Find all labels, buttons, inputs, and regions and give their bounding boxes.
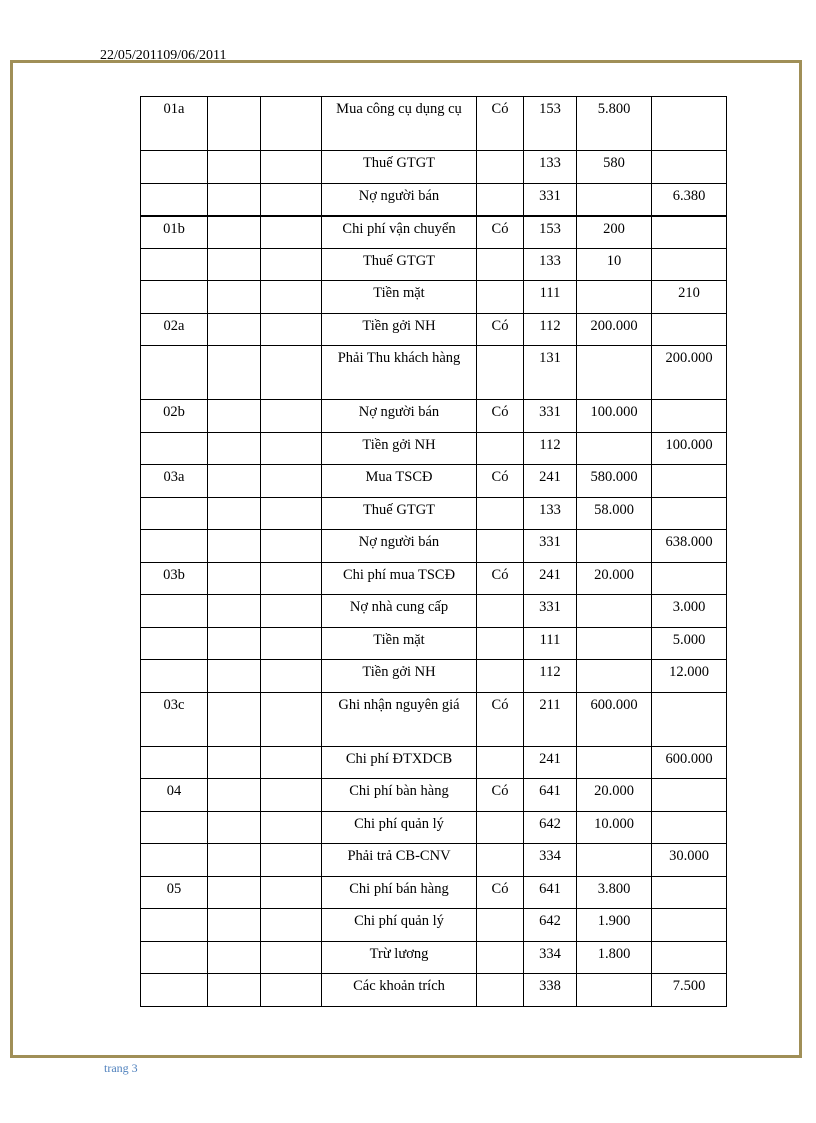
- debit-credit-flag-cell: [477, 909, 524, 942]
- empty-cell-3: [261, 465, 322, 498]
- account-number-cell: 331: [524, 595, 577, 628]
- entry-code-cell: 01a: [141, 97, 208, 151]
- table-row: [141, 183, 727, 216]
- empty-cell-2: [208, 151, 261, 184]
- description-cell: Chi phí quản lý: [322, 811, 477, 844]
- debit-amount-cell: [577, 183, 652, 216]
- empty-cell-2: [208, 497, 261, 530]
- credit-amount-cell: 100.000: [652, 432, 727, 465]
- table-row: [141, 660, 727, 693]
- empty-cell-3: [261, 779, 322, 812]
- account-number-cell: 641: [524, 779, 577, 812]
- empty-cell-2: [208, 595, 261, 628]
- empty-cell-3: [261, 313, 322, 346]
- table-row: [141, 151, 727, 184]
- credit-amount-cell: 210: [652, 281, 727, 314]
- account-number-cell: 338: [524, 974, 577, 1007]
- empty-cell-2: [208, 974, 261, 1007]
- debit-credit-flag-cell: Có: [477, 465, 524, 498]
- debit-amount-cell: 600.000: [577, 692, 652, 746]
- entry-code-cell: 01b: [141, 216, 208, 249]
- empty-cell-2: [208, 183, 261, 216]
- description-cell: Mua công cụ dụng cụ: [322, 97, 477, 151]
- debit-amount-cell: 580: [577, 151, 652, 184]
- table-row: [141, 746, 727, 779]
- debit-amount-cell: 200.000: [577, 313, 652, 346]
- account-number-cell: 331: [524, 400, 577, 433]
- account-number-cell: 133: [524, 497, 577, 530]
- account-number-cell: 331: [524, 530, 577, 563]
- account-number-cell: 112: [524, 313, 577, 346]
- entry-code-cell: 03c: [141, 692, 208, 746]
- entry-code-cell: [141, 909, 208, 942]
- account-number-cell: 331: [524, 183, 577, 216]
- description-cell: Chi phí ĐTXDCB: [322, 746, 477, 779]
- credit-amount-cell: [652, 97, 727, 151]
- page-number-footer: trang 3: [104, 1061, 138, 1075]
- account-number-cell: 241: [524, 746, 577, 779]
- credit-amount-cell: [652, 562, 727, 595]
- debit-credit-flag-cell: Có: [477, 876, 524, 909]
- account-number-cell: 131: [524, 346, 577, 400]
- table-row: [141, 281, 727, 314]
- empty-cell-3: [261, 400, 322, 433]
- empty-cell-2: [208, 627, 261, 660]
- table-row: [141, 811, 727, 844]
- empty-cell-2: [208, 692, 261, 746]
- table-row: [141, 941, 727, 974]
- empty-cell-2: [208, 400, 261, 433]
- empty-cell-3: [261, 746, 322, 779]
- debit-amount-cell: 3.800: [577, 876, 652, 909]
- debit-credit-flag-cell: Có: [477, 313, 524, 346]
- debit-credit-flag-cell: [477, 346, 524, 400]
- account-number-cell: 133: [524, 151, 577, 184]
- description-cell: Phải trả CB-CNV: [322, 844, 477, 877]
- debit-credit-flag-cell: Có: [477, 562, 524, 595]
- description-cell: Nợ người bán: [322, 530, 477, 563]
- empty-cell-3: [261, 183, 322, 216]
- entry-code-cell: [141, 530, 208, 563]
- credit-amount-cell: 5.000: [652, 627, 727, 660]
- credit-amount-cell: [652, 216, 727, 249]
- empty-cell-3: [261, 97, 322, 151]
- entry-code-cell: [141, 248, 208, 281]
- debit-amount-cell: 20.000: [577, 562, 652, 595]
- empty-cell-2: [208, 465, 261, 498]
- credit-amount-cell: [652, 151, 727, 184]
- journal-entry-table-body: [141, 97, 727, 1007]
- debit-credit-flag-cell: Có: [477, 692, 524, 746]
- debit-credit-flag-cell: [477, 497, 524, 530]
- entry-code-cell: [141, 346, 208, 400]
- debit-credit-flag-cell: Có: [477, 216, 524, 249]
- credit-amount-cell: [652, 779, 727, 812]
- entry-code-cell: 02b: [141, 400, 208, 433]
- entry-code-cell: [141, 746, 208, 779]
- debit-credit-flag-cell: [477, 595, 524, 628]
- debit-credit-flag-cell: [477, 281, 524, 314]
- debit-amount-cell: [577, 530, 652, 563]
- description-cell: Tiền mặt: [322, 281, 477, 314]
- credit-amount-cell: [652, 313, 727, 346]
- credit-amount-cell: [652, 941, 727, 974]
- empty-cell-2: [208, 530, 261, 563]
- table-row: [141, 465, 727, 498]
- empty-cell-2: [208, 660, 261, 693]
- debit-credit-flag-cell: [477, 627, 524, 660]
- entry-code-cell: [141, 660, 208, 693]
- empty-cell-2: [208, 562, 261, 595]
- empty-cell-2: [208, 346, 261, 400]
- entry-code-cell: [141, 627, 208, 660]
- empty-cell-2: [208, 746, 261, 779]
- empty-cell-3: [261, 248, 322, 281]
- table-row: [141, 844, 727, 877]
- credit-amount-cell: 6.380: [652, 183, 727, 216]
- table-row: [141, 974, 727, 1007]
- table-row: [141, 692, 727, 746]
- description-cell: Ghi nhận nguyên giá: [322, 692, 477, 746]
- entry-code-cell: [141, 432, 208, 465]
- debit-amount-cell: 10: [577, 248, 652, 281]
- empty-cell-2: [208, 248, 261, 281]
- entry-code-cell: 03a: [141, 465, 208, 498]
- account-number-cell: 211: [524, 692, 577, 746]
- account-number-cell: 334: [524, 844, 577, 877]
- debit-credit-flag-cell: [477, 530, 524, 563]
- table-row: [141, 909, 727, 942]
- empty-cell-2: [208, 281, 261, 314]
- empty-cell-2: [208, 313, 261, 346]
- empty-cell-3: [261, 844, 322, 877]
- description-cell: Chi phí mua TSCĐ: [322, 562, 477, 595]
- table-row: [141, 530, 727, 563]
- empty-cell-2: [208, 876, 261, 909]
- empty-cell-3: [261, 974, 322, 1007]
- empty-cell-3: [261, 660, 322, 693]
- credit-amount-cell: [652, 497, 727, 530]
- credit-amount-cell: [652, 400, 727, 433]
- description-cell: Tiền gởi NH: [322, 432, 477, 465]
- empty-cell-2: [208, 941, 261, 974]
- debit-amount-cell: 1.900: [577, 909, 652, 942]
- credit-amount-cell: [652, 248, 727, 281]
- description-cell: Thuế GTGT: [322, 497, 477, 530]
- debit-amount-cell: [577, 595, 652, 628]
- empty-cell-2: [208, 811, 261, 844]
- description-cell: Nợ người bán: [322, 400, 477, 433]
- debit-amount-cell: 580.000: [577, 465, 652, 498]
- empty-cell-3: [261, 432, 322, 465]
- empty-cell-2: [208, 216, 261, 249]
- debit-credit-flag-cell: [477, 811, 524, 844]
- debit-credit-flag-cell: [477, 941, 524, 974]
- empty-cell-2: [208, 779, 261, 812]
- entry-code-cell: [141, 151, 208, 184]
- description-cell: Mua TSCĐ: [322, 465, 477, 498]
- account-number-cell: 112: [524, 660, 577, 693]
- description-cell: Tiền gởi NH: [322, 313, 477, 346]
- debit-amount-cell: 5.800: [577, 97, 652, 151]
- empty-cell-3: [261, 876, 322, 909]
- account-number-cell: 642: [524, 811, 577, 844]
- entry-code-cell: [141, 281, 208, 314]
- debit-amount-cell: 58.000: [577, 497, 652, 530]
- empty-cell-3: [261, 595, 322, 628]
- credit-amount-cell: [652, 465, 727, 498]
- description-cell: Chi phí quản lý: [322, 909, 477, 942]
- account-number-cell: 334: [524, 941, 577, 974]
- credit-amount-cell: 7.500: [652, 974, 727, 1007]
- debit-amount-cell: 20.000: [577, 779, 652, 812]
- account-number-cell: 153: [524, 216, 577, 249]
- description-cell: Thuế GTGT: [322, 151, 477, 184]
- table-row: [141, 497, 727, 530]
- entry-code-cell: [141, 844, 208, 877]
- table-row: [141, 627, 727, 660]
- table-row: [141, 779, 727, 812]
- entry-code-cell: 04: [141, 779, 208, 812]
- debit-amount-cell: 10.000: [577, 811, 652, 844]
- debit-amount-cell: [577, 844, 652, 877]
- credit-amount-cell: 12.000: [652, 660, 727, 693]
- entry-code-cell: 05: [141, 876, 208, 909]
- account-number-cell: 111: [524, 281, 577, 314]
- empty-cell-3: [261, 909, 322, 942]
- debit-credit-flag-cell: [477, 248, 524, 281]
- empty-cell-3: [261, 346, 322, 400]
- description-cell: Tiền mặt: [322, 627, 477, 660]
- empty-cell-3: [261, 151, 322, 184]
- debit-amount-cell: [577, 281, 652, 314]
- debit-amount-cell: [577, 746, 652, 779]
- debit-amount-cell: [577, 974, 652, 1007]
- debit-amount-cell: [577, 432, 652, 465]
- debit-credit-flag-cell: [477, 183, 524, 216]
- description-cell: Tiền gởi NH: [322, 660, 477, 693]
- table-row: [141, 432, 727, 465]
- description-cell: Chi phí bàn hàng: [322, 779, 477, 812]
- credit-amount-cell: [652, 811, 727, 844]
- debit-amount-cell: [577, 660, 652, 693]
- debit-amount-cell: [577, 346, 652, 400]
- account-number-cell: 153: [524, 97, 577, 151]
- table-row: [141, 248, 727, 281]
- table-row: [141, 346, 727, 400]
- empty-cell-3: [261, 281, 322, 314]
- account-number-cell: 241: [524, 465, 577, 498]
- table-row: [141, 216, 727, 249]
- empty-cell-3: [261, 627, 322, 660]
- account-number-cell: 111: [524, 627, 577, 660]
- table-row: [141, 313, 727, 346]
- empty-cell-2: [208, 909, 261, 942]
- empty-cell-3: [261, 216, 322, 249]
- debit-amount-cell: 200: [577, 216, 652, 249]
- empty-cell-3: [261, 941, 322, 974]
- credit-amount-cell: [652, 876, 727, 909]
- table-row: [141, 400, 727, 433]
- entry-code-cell: [141, 811, 208, 844]
- debit-amount-cell: 1.800: [577, 941, 652, 974]
- description-cell: Chi phí bán hàng: [322, 876, 477, 909]
- entry-code-cell: [141, 941, 208, 974]
- table-row: [141, 595, 727, 628]
- debit-credit-flag-cell: [477, 660, 524, 693]
- account-number-cell: 642: [524, 909, 577, 942]
- credit-amount-cell: 3.000: [652, 595, 727, 628]
- debit-credit-flag-cell: Có: [477, 97, 524, 151]
- entry-code-cell: [141, 974, 208, 1007]
- page-header-dates: 22/05/201109/06/2011: [100, 48, 227, 63]
- debit-credit-flag-cell: [477, 432, 524, 465]
- entry-code-cell: [141, 497, 208, 530]
- description-cell: Chi phí vận chuyển: [322, 216, 477, 249]
- empty-cell-2: [208, 97, 261, 151]
- table-row: [141, 97, 727, 151]
- empty-cell-2: [208, 432, 261, 465]
- table-row: [141, 876, 727, 909]
- entry-code-cell: 03b: [141, 562, 208, 595]
- credit-amount-cell: 600.000: [652, 746, 727, 779]
- entry-code-cell: 02a: [141, 313, 208, 346]
- entry-code-cell: [141, 595, 208, 628]
- description-cell: Phải Thu khách hàng: [322, 346, 477, 400]
- empty-cell-3: [261, 692, 322, 746]
- debit-amount-cell: 100.000: [577, 400, 652, 433]
- empty-cell-3: [261, 497, 322, 530]
- debit-credit-flag-cell: [477, 746, 524, 779]
- credit-amount-cell: 638.000: [652, 530, 727, 563]
- description-cell: Nợ người bán: [322, 183, 477, 216]
- empty-cell-2: [208, 844, 261, 877]
- account-number-cell: 241: [524, 562, 577, 595]
- description-cell: Nợ nhà cung cấp: [322, 595, 477, 628]
- journal-entry-table: [140, 96, 727, 1007]
- debit-credit-flag-cell: Có: [477, 779, 524, 812]
- account-number-cell: 641: [524, 876, 577, 909]
- debit-amount-cell: [577, 627, 652, 660]
- debit-credit-flag-cell: [477, 844, 524, 877]
- debit-credit-flag-cell: Có: [477, 400, 524, 433]
- credit-amount-cell: [652, 692, 727, 746]
- table-row: [141, 562, 727, 595]
- entry-code-cell: [141, 183, 208, 216]
- credit-amount-cell: [652, 909, 727, 942]
- empty-cell-3: [261, 562, 322, 595]
- credit-amount-cell: 200.000: [652, 346, 727, 400]
- description-cell: Trừ lương: [322, 941, 477, 974]
- account-number-cell: 133: [524, 248, 577, 281]
- account-number-cell: 112: [524, 432, 577, 465]
- debit-credit-flag-cell: [477, 974, 524, 1007]
- debit-credit-flag-cell: [477, 151, 524, 184]
- description-cell: Các khoản trích: [322, 974, 477, 1007]
- empty-cell-3: [261, 811, 322, 844]
- empty-cell-3: [261, 530, 322, 563]
- description-cell: Thuế GTGT: [322, 248, 477, 281]
- credit-amount-cell: 30.000: [652, 844, 727, 877]
